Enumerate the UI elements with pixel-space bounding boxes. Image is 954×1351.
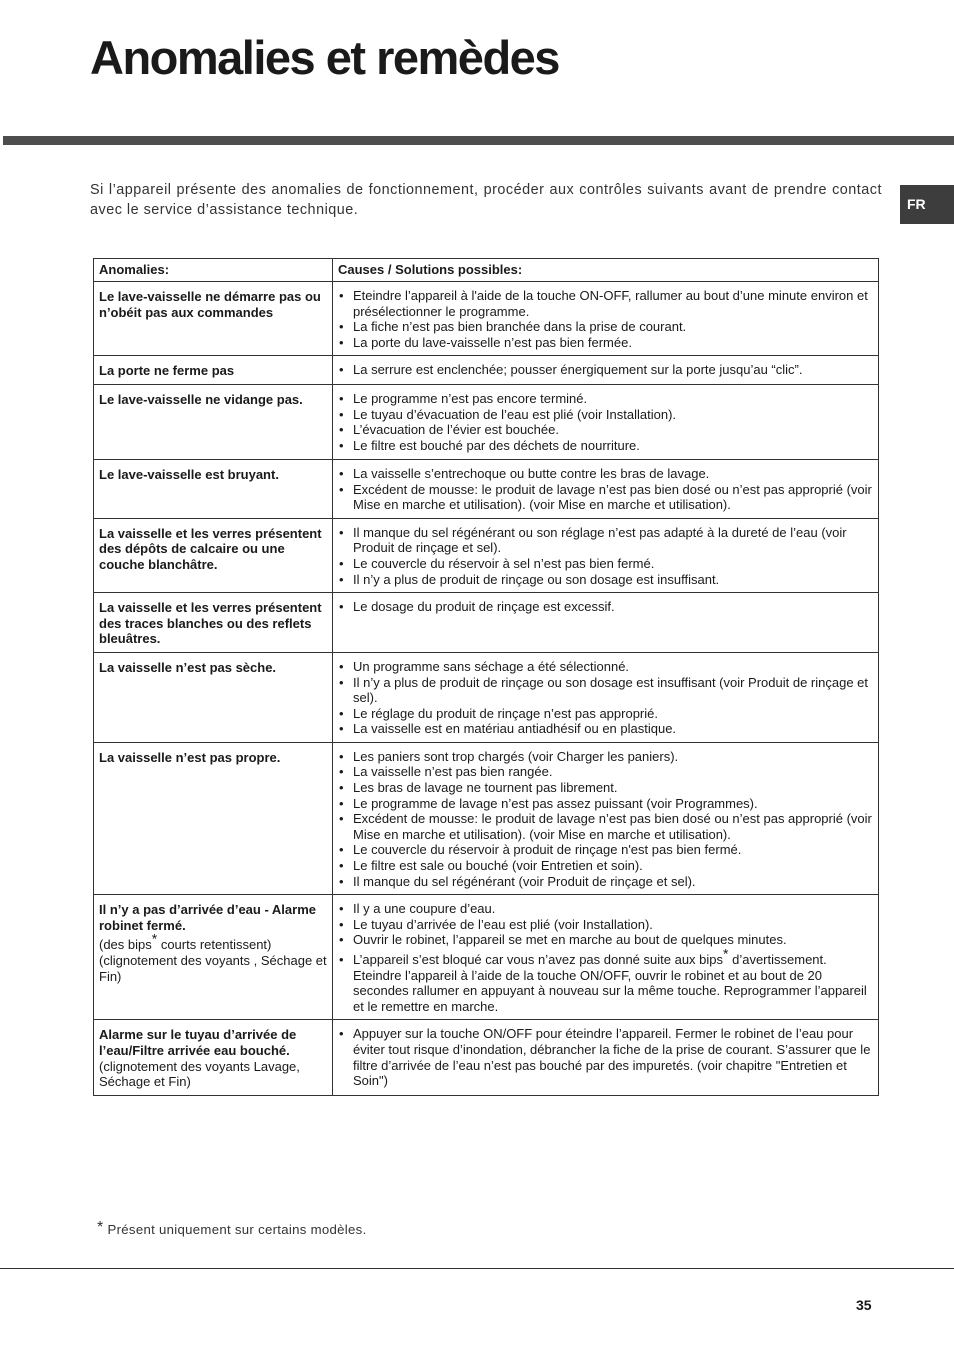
asterisk-mark: *	[151, 931, 158, 948]
table-row	[94, 459, 879, 518]
list-item: • Le filtre est bouché par des déchets de nourriture.	[337, 438, 872, 454]
footnote-text: Présent uniquement sur certains modèles.	[107, 1222, 367, 1237]
anomaly-note: (des bips* courts retentissent) (clignotement des voyants , Séchage et Fin)	[99, 931, 327, 984]
list-item: • Les bras de lavage ne tournent pas librement.	[337, 780, 872, 796]
anomaly-cell	[94, 1020, 333, 1095]
list-item: • L’évacuation de l’évier est bouchée.	[337, 422, 872, 438]
list-item: • Ouvrir le robinet, l’appareil se met en marche au bout de quelques minutes.	[337, 932, 872, 948]
list-item: • Le filtre est sale ou bouché (voir Entretien et soin).	[337, 858, 872, 874]
column-header-anomalies: Anomalies:	[94, 259, 333, 282]
list-item: • La serrure est enclenchée; pousser énergiquement sur la porte jusqu’au “clic”.	[337, 362, 872, 378]
anomaly-note: (clignotement des voyants Lavage, Séchage et Fin)	[99, 1058, 300, 1090]
list-item: • Les paniers sont trop chargés (voir Charger les paniers).	[337, 749, 872, 765]
list-item: • Appuyer sur la touche ON/OFF pour éteindre l’appareil. Fermer le robinet de l’eau pour éviter tout risque d’inondation, débrancher la fiche de la prise de courant. S’assurer que le filtre d’arrivée de l’eau n’est pas bouché par des impuretés. (voir chapitre "Entretien et Soin")	[337, 1026, 872, 1088]
troubleshooting-table	[93, 258, 879, 1096]
causes-list	[337, 1026, 872, 1088]
table-row	[94, 384, 879, 459]
anomaly-cell: La vaisselle n’est pas sèche.	[94, 652, 333, 742]
list-item: • Le programme de lavage n’est pas assez puissant (voir Programmes).	[337, 796, 872, 812]
list-item: • Excédent de mousse: le produit de lavage n’est pas bien dosé ou n’est pas approprié (voir Mise en marche et utilisation). (voir Mise en marche et utilisation).	[337, 811, 872, 842]
anomaly-cell: La vaisselle et les verres présentent des dépôts de calcaire ou une couche blanchâtre.	[94, 518, 333, 592]
list-item: • Le dosage du produit de rinçage est excessif.	[337, 599, 872, 615]
list-item: • La vaisselle est en matériau antiadhésif ou en plastique.	[337, 721, 872, 737]
table-row-water-alarm	[94, 895, 879, 1020]
list-item: • Le tuyau d’évacuation de l’eau est plié (voir Installation).	[337, 407, 872, 423]
footnote-asterisk: *	[97, 1219, 104, 1236]
anomaly-cell: Le lave-vaisselle ne démarre pas ou n’obéit pas aux commandes	[94, 282, 333, 356]
header-rule	[3, 136, 954, 145]
column-header-causes: Causes / Solutions possibles:	[333, 259, 879, 282]
list-item: • La vaisselle n’est pas bien rangée.	[337, 764, 872, 780]
causes-list	[337, 362, 872, 378]
table-row	[94, 742, 879, 894]
footer-rule	[0, 1268, 954, 1269]
causes-list	[337, 901, 872, 1014]
causes-list	[337, 466, 872, 513]
list-item: • Eteindre l’appareil à l'aide de la touche ON-OFF, rallumer au bout d’une minute environ et présélectionner le programme.	[337, 288, 872, 319]
anomaly-title: Alarme sur le tuyau d’arrivée de l’eau/Filtre arrivée eau bouché.	[99, 1027, 297, 1058]
table-row	[94, 282, 879, 356]
causes-list	[337, 599, 872, 615]
anomaly-cell: Le lave-vaisselle ne vidange pas.	[94, 384, 333, 459]
list-item: • La porte du lave-vaisselle n’est pas bien fermée.	[337, 335, 872, 351]
language-tab: FR	[900, 185, 954, 224]
table-row	[94, 518, 879, 592]
list-item: • Il y a une coupure d’eau.	[337, 901, 872, 917]
table-row	[94, 593, 879, 653]
causes-list	[337, 749, 872, 889]
list-item: • L’appareil s’est bloqué car vous n’avez pas donné suite aux bips* d’avertissement. Eteindre l’appareil à l’aide de la touche ON/OFF, ouvrir le robinet et au bout de 20 secondes rallumer en appuyant à nouveau sur la même touche. Reprogrammer l’appareil et le remettre en marche.	[337, 952, 872, 1014]
list-item: • Le couvercle du réservoir à sel n’est pas bien fermé.	[337, 556, 872, 572]
anomaly-cell: La vaisselle n’est pas propre.	[94, 742, 333, 894]
list-item: • Le programme n’est pas encore terminé.	[337, 391, 872, 407]
table-row	[94, 356, 879, 385]
list-item: • Le réglage du produit de rinçage n’est pas approprié.	[337, 706, 872, 722]
footnote	[97, 1219, 367, 1240]
causes-list	[337, 525, 872, 587]
list-item: • Il n’y a plus de produit de rinçage ou son dosage est insuffisant (voir Produit de rinçage et sel).	[337, 675, 872, 706]
anomaly-title: Il n’y a pas d’arrivée d’eau - Alarme robinet fermé.	[99, 902, 317, 933]
list-item: • Le couvercle du réservoir à produit de rinçage n'est pas bien fermé.	[337, 842, 872, 858]
anomaly-cell: La vaisselle et les verres présentent des traces blanches ou des reflets bleuâtres.	[94, 593, 333, 653]
page-title: Anomalies et remèdes	[90, 31, 559, 84]
anomaly-cell	[94, 895, 333, 1020]
list-item: • La vaisselle s’entrechoque ou butte contre les bras de lavage.	[337, 466, 872, 482]
list-item: • Excédent de mousse: le produit de lavage n’est pas bien dosé ou n’est pas approprié (voir Mise en marche et utilisation). (voir Mise en marche et utilisation).	[337, 482, 872, 513]
table-row	[94, 652, 879, 742]
asterisk-mark: *	[723, 945, 729, 962]
list-item: • La fiche n’est pas bien branchée dans la prise de courant.	[337, 319, 872, 335]
causes-list	[337, 391, 872, 453]
anomaly-cell: Le lave-vaisselle est bruyant.	[94, 459, 333, 518]
table-row-filter-alarm	[94, 1020, 879, 1095]
causes-list	[337, 659, 872, 737]
list-item: • Le tuyau d’arrivée de l’eau est plié (voir Installation).	[337, 917, 872, 933]
table-header-row	[94, 259, 879, 282]
page-number: 35	[856, 1297, 872, 1313]
list-item: • Un programme sans séchage a été sélectionné.	[337, 659, 872, 675]
list-item: • Il n’y a plus de produit de rinçage ou son dosage est insuffisant.	[337, 572, 872, 588]
anomaly-cell: La porte ne ferme pas	[94, 356, 333, 385]
intro-paragraph: Si l’appareil présente des anomalies de fonctionnement, procéder aux contrôles suivants avant de prendre contact avec le service d’assistance technique.	[90, 182, 882, 218]
list-item: • Il manque du sel régénérant ou son réglage n’est pas adapté à la dureté de l’eau (voir Produit de rinçage et sel).	[337, 525, 872, 556]
causes-list	[337, 288, 872, 350]
list-item: • Il manque du sel régénérant (voir Produit de rinçage et sel).	[337, 874, 872, 890]
